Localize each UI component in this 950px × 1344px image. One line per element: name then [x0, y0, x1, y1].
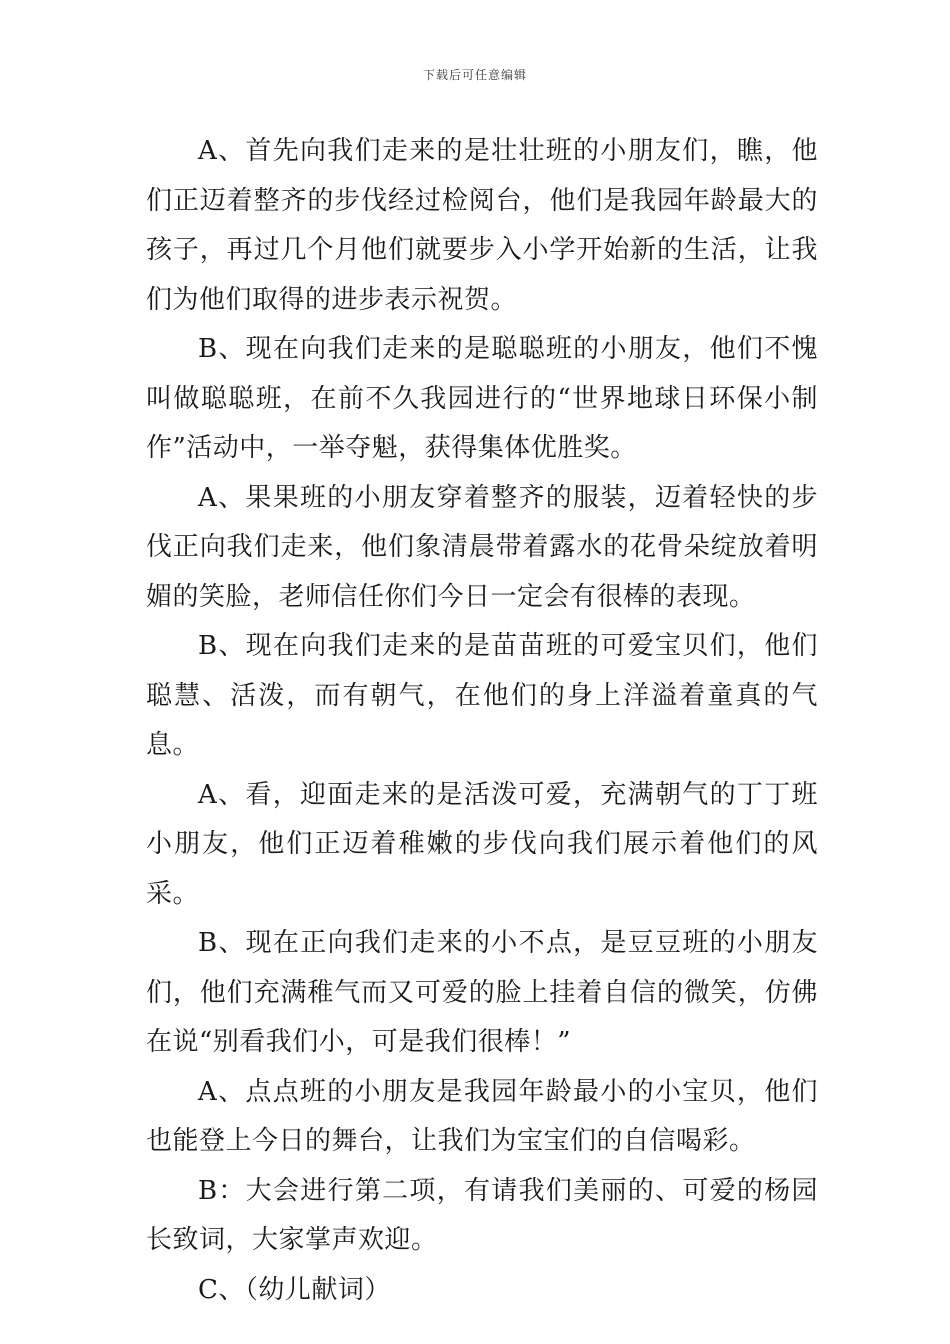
paragraph: B、现在向我们走来的是聪聪班的小朋友，他们不愧叫做聪聪班，在前不久我园进行的“世界地球日环保小制作”活动中，一举夺魁，获得集体优胜奖。: [146, 334, 818, 463]
paragraph: B、现在向我们走来的是苗苗班的可爱宝贝们，他们聪慧、活泼，而有朝气，在他们的身上洋溢着童真的气息。: [146, 631, 818, 760]
paragraph: C、（幼儿献词）: [198, 1274, 391, 1305]
paragraph: B、现在正向我们走来的小不点，是豆豆班的小朋友们，他们充满稚气而又可爱的脸上挂着自信的微笑，仿佛在说“别看我们小，可是我们很棒！”: [146, 928, 818, 1057]
document-body: [146, 127, 818, 1315]
paragraph: A、看，迎面走来的是活泼可爱，充满朝气的丁丁班小朋友，他们正迈着稚嫩的步伐向我们展示着他们的风采。: [146, 779, 818, 909]
page-header-note: 下载后可任意编辑: [422, 68, 527, 82]
paragraph: A、首先向我们走来的是壮壮班的小朋友们，瞧，他们正迈着整齐的步伐经过检阅台，他们是我园年龄最大的孩子，再过几个月他们就要步入小学开始新的生活，让我们为他们取得的进步表示祝贺。: [146, 136, 818, 315]
paragraph: A、果果班的小朋友穿着整齐的服装，迈着轻快的步伐正向我们走来，他们象清晨带着露水的花骨朵绽放着明媚的笑脸，老师信任你们今日一定会有很棒的表现。: [146, 482, 818, 612]
paragraph: A、点点班的小朋友是我园年龄最小的小宝贝，他们也能登上今日的舞台，让我们为宝宝们的自信喝彩。: [146, 1076, 818, 1156]
paragraph: B：大会进行第二项，有请我们美丽的、可爱的杨园长致词，大家掌声欢迎。: [146, 1175, 818, 1255]
